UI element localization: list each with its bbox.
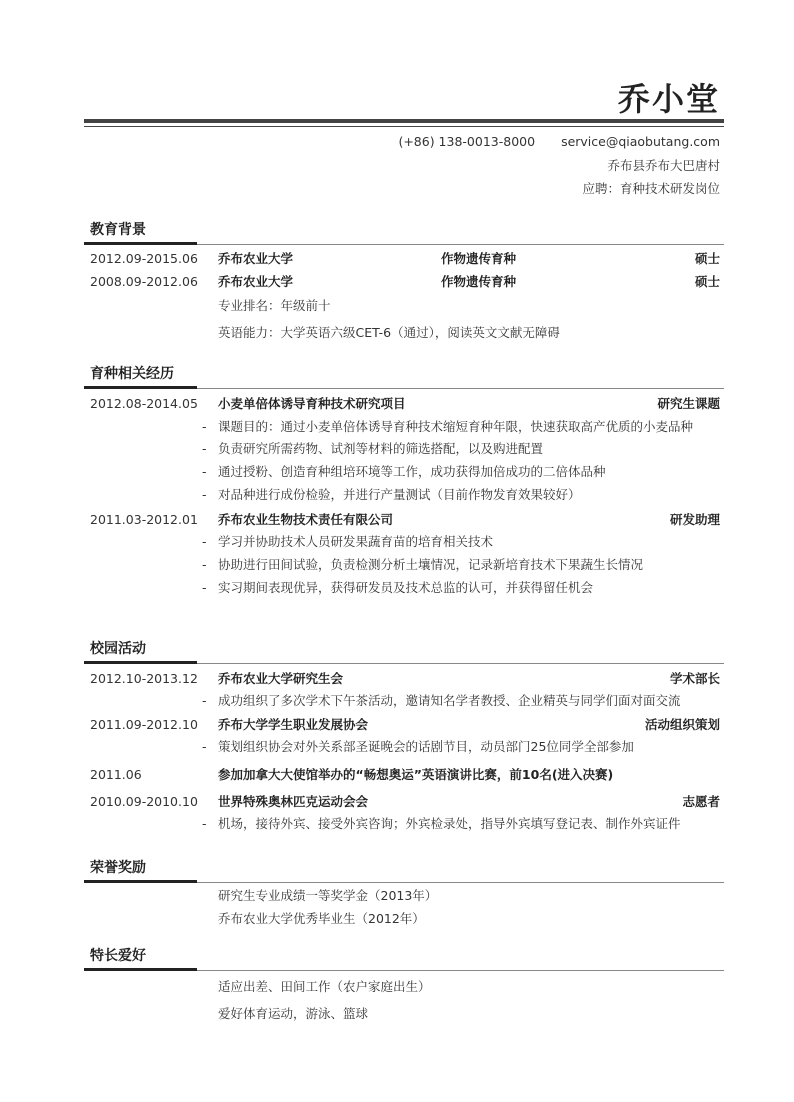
hobby-item: 适应出差、田间工作（农户家庭出生） bbox=[218, 979, 431, 994]
role: 研发助理 bbox=[669, 512, 720, 527]
section-title: 校园活动 bbox=[90, 641, 146, 657]
bullet-item: - 学习并协助技术人员研发果蔬育苗的培育相关技术 bbox=[202, 534, 494, 549]
section-title: 教育背景 bbox=[90, 222, 146, 238]
bullet-item: - 通过授粉、创造育种组培环境等工作，成功获得加倍成功的二倍体品种 bbox=[202, 464, 606, 479]
bullet-item: - 机场，接待外宾、接受外宾咨询；外宾检录处，指导外宾填写登记表、制作外宾证件 bbox=[202, 816, 681, 831]
ranking-note: 专业排名：年级前十 bbox=[218, 298, 331, 313]
role: 研究生课题 bbox=[657, 396, 720, 411]
phone-number: (+86) 138-0013-8000 bbox=[398, 134, 536, 149]
role: 活动组织策划 bbox=[644, 717, 720, 732]
activity-header bbox=[90, 713, 724, 736]
section-underline-bar bbox=[84, 242, 197, 245]
organization-name: 世界特殊奥林匹克运动会会 bbox=[218, 794, 369, 809]
bullet-item: - 策划组织协会对外关系部圣诞晚会的话剧节目，动员部门25位同学全部参加 bbox=[202, 739, 634, 754]
bullet-item: - 成功组织了多次学术下午茶活动，邀请知名学者教授、企业精英与同学们面对面交流 bbox=[202, 693, 681, 708]
bullet-item: - 协助进行田间试验，负责检测分析土壤情况，记录新培育技术下果蔬生长情况 bbox=[202, 557, 644, 572]
education-row bbox=[90, 270, 724, 293]
section-title: 荣誉奖励 bbox=[90, 860, 146, 876]
job-objective: 应聘：育种技术研发岗位 bbox=[582, 181, 720, 196]
header-divider-thick bbox=[84, 119, 724, 123]
date-range: 2011.06 bbox=[90, 767, 142, 782]
section-title: 特长爱好 bbox=[90, 948, 146, 964]
honor-item: 乔布农业大学优秀毕业生（2012年） bbox=[218, 911, 425, 926]
organization-name: 乔布农业大学研究生会 bbox=[218, 671, 344, 686]
section-underline-bar bbox=[84, 968, 197, 971]
bullet-item: - 负责研究所需药物、试剂等材料的筛选搭配，以及购进配置 bbox=[202, 441, 544, 456]
contact-line bbox=[398, 133, 720, 151]
experience-header bbox=[90, 508, 724, 531]
section-underline-bar bbox=[84, 386, 197, 389]
date-range: 2011.09-2012.10 bbox=[90, 717, 198, 732]
project-name: 小麦单倍体诱导育种技术研究项目 bbox=[218, 396, 406, 411]
section-hobbies bbox=[90, 945, 724, 1024]
date-range: 2010.09-2010.10 bbox=[90, 794, 198, 809]
candidate-name: 乔小堂 bbox=[617, 80, 720, 118]
section-honors bbox=[90, 857, 724, 929]
section-education bbox=[90, 219, 724, 343]
degree: 硕士 bbox=[694, 251, 720, 266]
bullet-item: - 实习期间表现优异，获得研发员及技术总监的认可，并获得留任机会 bbox=[202, 580, 594, 595]
activity-name: 参加加拿大大使馆举办的“畅想奥运”英语演讲比赛，前10名(进入决赛) bbox=[218, 767, 614, 782]
date-range: 2011.03-2012.01 bbox=[90, 512, 198, 527]
english-note: 英语能力：大学英语六级CET-6（通过），阅读英文文献无障碍 bbox=[218, 325, 560, 340]
role: 学术部长 bbox=[669, 671, 720, 686]
company-name: 乔布农业生物技术责任有限公司 bbox=[218, 512, 394, 527]
activity-header bbox=[90, 790, 724, 813]
organization-name: 乔布大学学生职业发展协会 bbox=[218, 717, 369, 732]
section-underline-bar bbox=[84, 880, 197, 883]
education-row bbox=[90, 247, 724, 270]
header-divider-thin bbox=[84, 126, 724, 127]
email-address: service@qiaobutang.com bbox=[561, 134, 720, 149]
section-underline-bar bbox=[84, 661, 197, 664]
section-campus-activities bbox=[90, 638, 724, 834]
activity-header bbox=[90, 763, 724, 786]
date-range: 2012.08-2014.05 bbox=[90, 396, 198, 411]
date-range: 2012.09-2015.06 bbox=[90, 251, 198, 266]
major: 作物遗传育种 bbox=[441, 274, 517, 289]
honor-item: 研究生专业成绩一等奖学金（2013年） bbox=[218, 888, 438, 903]
bullet-item: - 对品种进行成份检验，并进行产量测试（目前作物发育效果较好） bbox=[202, 487, 581, 502]
bullet-item: - 课题目的：通过小麦单倍体诱导育种技术缩短育种年限，快速获取高产优质的小麦品种 bbox=[202, 419, 694, 434]
major: 作物遗传育种 bbox=[441, 251, 517, 266]
role: 志愿者 bbox=[682, 794, 720, 809]
school-name: 乔布农业大学 bbox=[218, 274, 294, 289]
activity-header bbox=[90, 667, 724, 690]
address: 乔布县乔布大巴唐村 bbox=[607, 158, 720, 173]
section-breeding-experience bbox=[90, 363, 724, 598]
hobby-item: 爱好体育运动，游泳、篮球 bbox=[218, 1006, 369, 1021]
school-name: 乔布农业大学 bbox=[218, 251, 294, 266]
degree: 硕士 bbox=[694, 274, 720, 289]
section-title: 育种相关经历 bbox=[90, 366, 174, 382]
experience-header bbox=[90, 392, 724, 415]
date-range: 2008.09-2012.06 bbox=[90, 274, 198, 289]
date-range: 2012.10-2013.12 bbox=[90, 671, 198, 686]
